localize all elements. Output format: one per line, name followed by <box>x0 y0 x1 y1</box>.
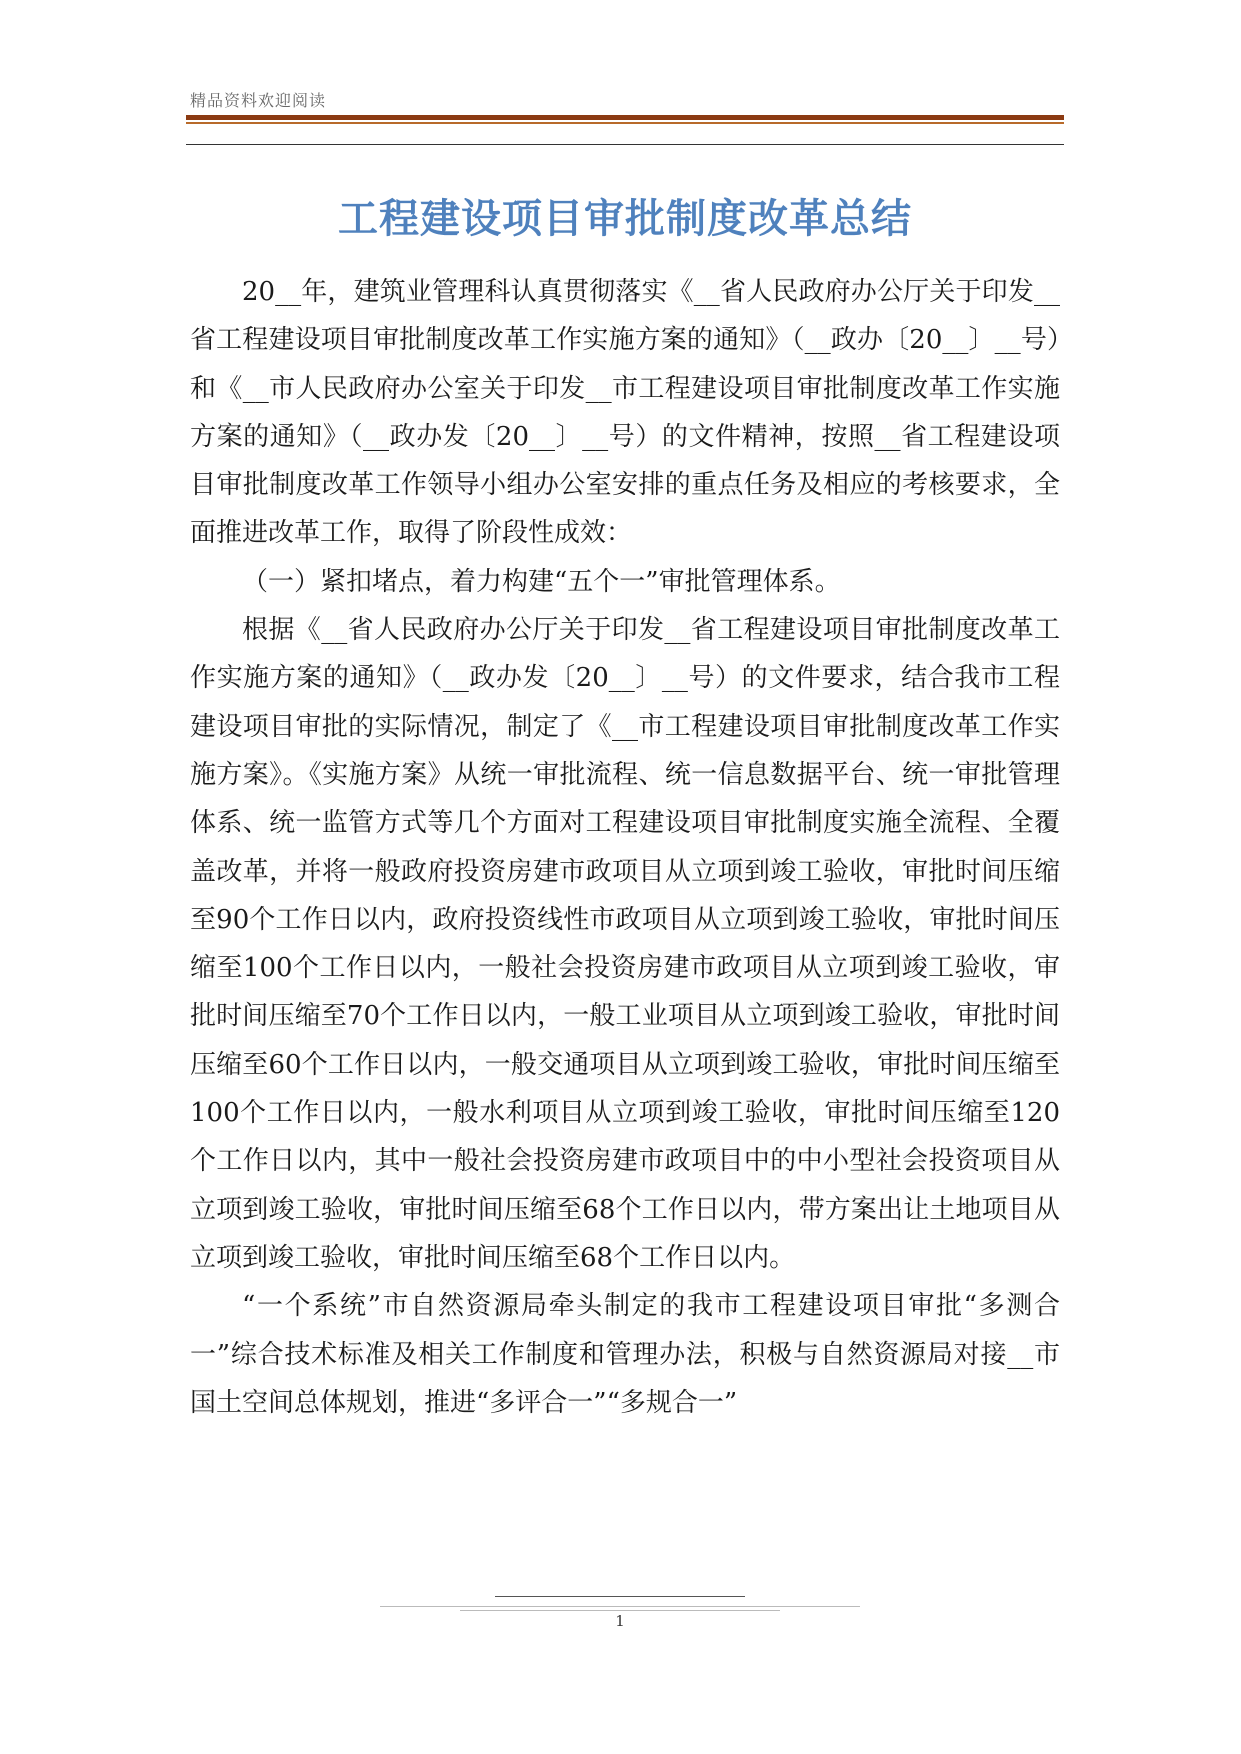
page-number: 1 <box>615 1612 625 1630</box>
document-title: 工程建设项目审批制度改革总结 <box>338 195 912 242</box>
header-rule-accent <box>186 122 1064 124</box>
footer-rule-dark <box>495 1596 745 1597</box>
paragraph-implementation-plan: 根据《__省人民政府办公厅关于印发__省工程建设项目审批制度改革工作实施方案的通知》（__政办发〔20__〕__号）的文件要求，结合我市工程建设项目审批的实际情况，制定了《__市工程建设项目审批制度改革工作实施方案》。《实施方案》从统一审批流程、统一信息数据平台、统一审批管理体系、统一监管方式等几个方面对工程建设项目审批制度实施全流程、全覆盖改革，并将一般政府投资房建市政项目从立项到竣工验收，审批时间压缩至90个工作日以内，政府投资线性市政项目从立项到竣工验收，审批时间压缩至100个工作日以内，一般社会投资房建市政项目从立项到竣工验收，审批时间压缩至70个工作日以内，一般工业项目从立项到竣工验收，审批时间压缩至60个工作日以内，一般交通项目从立项到竣工验收，审批时间压缩至100个工作日以内，一般水利项目从立项到竣工验收，审批时间压缩至120个工作日以内，其中一般社会投资房建市政项目中的中小型社会投资项目从立项到竣工验收，审批时间压缩至68个工作日以内，带方案出让土地项目从立项到竣工验收，审批时间压缩至68个工作日以内。 <box>190 615 1060 1273</box>
section-heading-1: （一）紧扣堵点，着力构建“五个一”审批管理体系。 <box>242 566 841 597</box>
paragraph-one-system: “一个系统”市自然资源局牵头制定的我市工程建设项目审批“多测合一”综合技术标准及相关工作制度和管理办法，积极与自然资源局对接__市国土空间总体规划，推进“多评合一”“多规合一” <box>190 1291 1060 1418</box>
document-body <box>190 268 1060 1427</box>
footer-rule-light-short <box>460 1610 780 1611</box>
paragraph-intro: 20__年，建筑业管理科认真贯彻落实《__省人民政府办公厅关于印发__省工程建设项目审批制度改革工作实施方案的通知》（__政办〔20__〕__号）和《__市人民政府办公室关于印发__市工程建设项目审批制度改革工作实施方案的通知》（__政办发〔20__〕__号）的文件精神，按照__省工程建设项目审批制度改革工作领导小组办公室安排的重点任务及相应的考核要求，全面推进改革工作，取得了阶段性成效： <box>190 277 1060 549</box>
header-rule-thick <box>186 115 1064 120</box>
header-rule-thin <box>186 144 1064 145</box>
footer-rule-light <box>380 1606 860 1607</box>
header-note: 精品资料欢迎阅读 <box>190 91 327 110</box>
